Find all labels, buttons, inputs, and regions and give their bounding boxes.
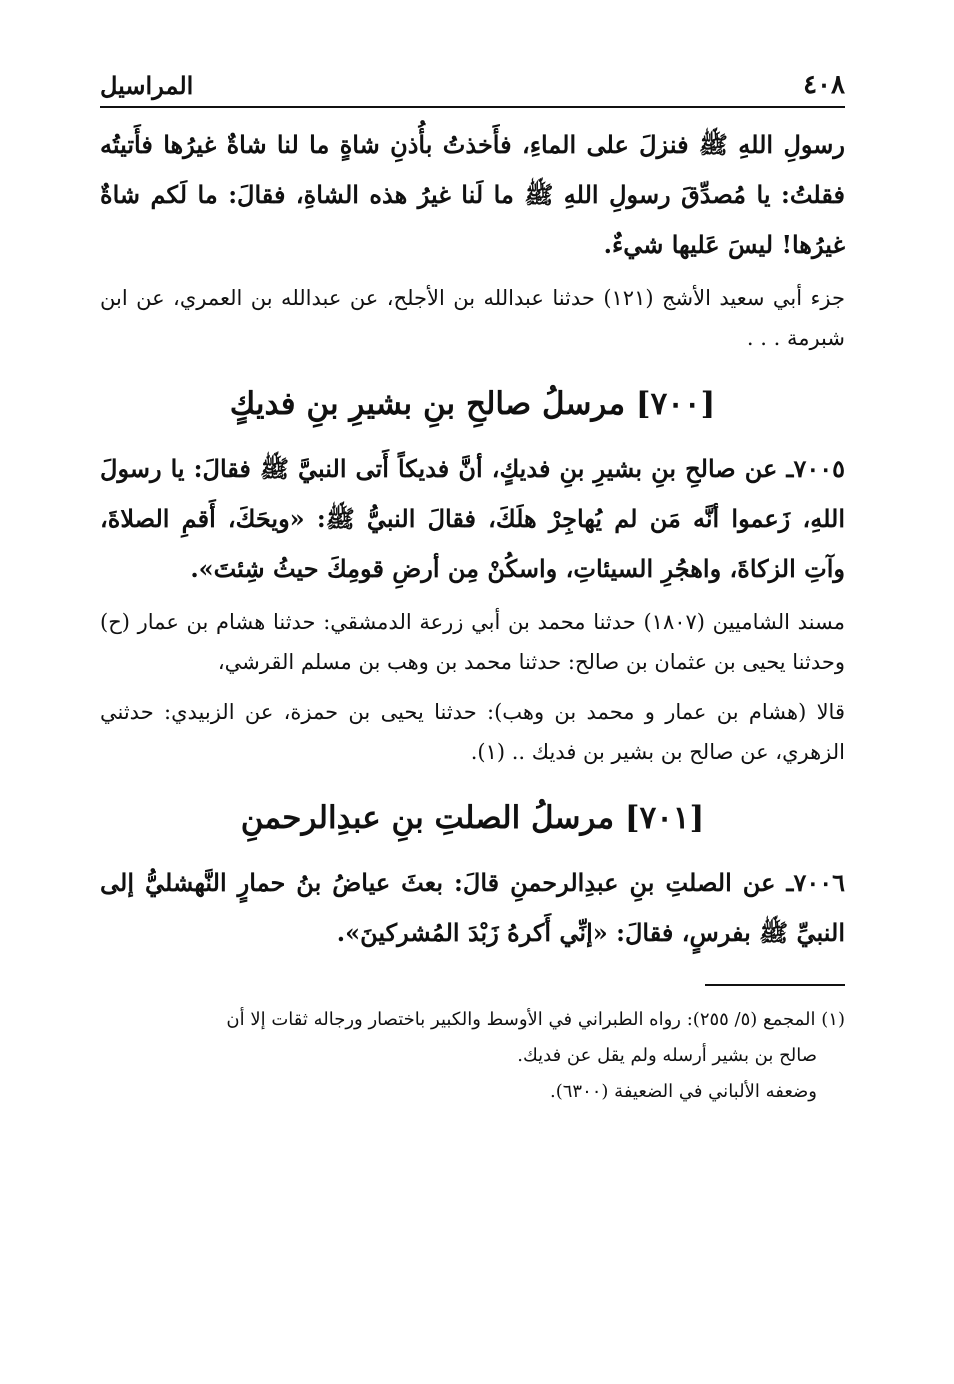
source-citation-7005-b: قالا (هشام بن عمار و محمد بن وهب): حدثنا يحيى بن حمزة، عن الزبيدي: حدثني الزهري، عن صالح بن بشير بن فديك .. (١). [100,700,845,764]
page-number: ٤٠٨ [803,70,845,100]
hadith-7006: ٧٠٠٦ـ عن الصلتِ بنِ عبدِالرحمنِ قالَ: بعثَ عياضُ بنُ حمارٍ النَّهشليُّ إلى النبيِّ ﷺ بفرسٍ، فقالَ: «إنِّي أَكرهُ زَبْدَ المُشركينَ». [100,868,845,947]
footnotes [100,1002,845,1110]
book-page [100,70,845,1110]
chapter-heading-700: [٧٠٠] مرسلُ صالحِ بنِ بشيرِ بنِ فديكٍ [229,386,716,422]
footnote-line: صالح بن بشير أرسله ولم يقل عن فديك. [517,1045,817,1066]
source-citation-7005-a: مسند الشاميين (١٨٠٧) حدثنا محمد بن أبي زرعة الدمشقي: حدثنا هشام بن عمار (ح) وحدثنا يحيى بن عثمان بن صالح: حدثنا محمد بن وهب بن مسلم القرشي، [100,610,845,674]
chapter-heading-701: [٧٠١] مرسلُ الصلتِ بنِ عبدِالرحمنِ [240,800,705,836]
footnote-line: وضعفه الألباني في الضعيفة (٦٣٠٠). [550,1081,817,1102]
running-header [100,70,845,108]
hadith-7005: ٧٠٠٥ـ عن صالحِ بنِ بشيرِ بنِ فديكٍ، أنَّ فديكاً أَتى النبيَّ ﷺ فقالَ: يا رسولَ اللهِ، زَعموا أنَّه مَن لم يُهاجِرْ هلَكَ، فقالَ النبيُّ ﷺ: «ويحَكَ، أَقمِ الصلاةَ، وآتِ الزكاةَ، واهجُرِ السيئاتِ، واسكُنْ مِن أرضِ قومِكَ حيثُ شِئتَ». [100,454,845,583]
hadith-continuation: رسولِ اللهِ ﷺ فنزلَ على الماءِ، فأَخذتُ بأُذنِ شاةٍ ما لنا شاةٌ غيرُها فأَتيتُه فقلتُ: يا مُصدِّقَ رسولِ اللهِ ﷺ ما لَنا غيرُ هذه الشاةِ، فقالَ: ما لَكم شاةٌ غيرُها! ليسَ عَليها شيءٌ. [100,130,845,259]
footnote-divider [705,984,845,986]
running-title: المراسيل [100,71,194,100]
footnote-line: (١) المجمع (٥/ ٢٥٥): رواه الطبراني في الأوسط والكبير باختصار ورجاله ثقات إلا أن [226,1009,845,1030]
source-citation: جزء أبي سعيد الأشج (١٢١) حدثنا عبدالله بن الأجلح، عن عبدالله بن العمري، عن ابن شبرمة . . . [100,286,845,350]
